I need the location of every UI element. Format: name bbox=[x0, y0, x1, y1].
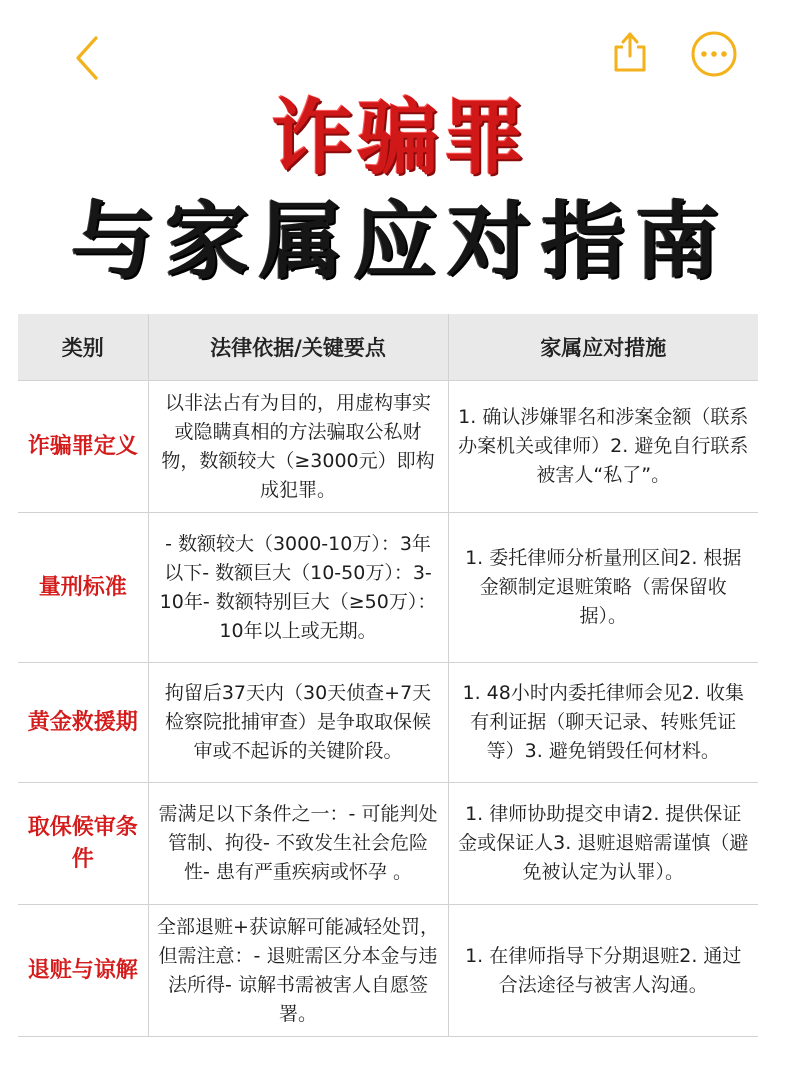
header-family-measures: 家属应对措施 bbox=[448, 314, 758, 381]
row-family-measures: 1. 48小时内委托律师会见2. 收集有利证据（聊天记录、转账凭证等）3. 避免销毁任何材料。 bbox=[448, 663, 758, 783]
share-button[interactable] bbox=[604, 24, 656, 76]
title-line-1: 诈骗罪 bbox=[270, 90, 529, 186]
table-row bbox=[18, 905, 758, 1037]
row-family-measures: 1. 律师协助提交申请2. 提供保证金或保证人3. 退赃退赔需谨慎（避免被认定为认罪）。 bbox=[448, 783, 758, 905]
table-row bbox=[18, 783, 758, 905]
table-header-row bbox=[18, 314, 758, 381]
row-legal-basis: 以非法占有为目的，用虚构事实或隐瞒真相的方法骗取公私财物，数额较大（≥3000元）即构成犯罪。 bbox=[148, 381, 448, 513]
row-family-measures: 1. 确认涉嫌罪名和涉案金额（联系办案机关或律师）2. 避免自行联系被害人“私了”。 bbox=[448, 381, 758, 513]
title-line-2: 与家属应对指南 bbox=[70, 191, 729, 290]
back-button[interactable] bbox=[62, 32, 114, 84]
row-category: 取保候审条件 bbox=[18, 783, 148, 905]
table-row bbox=[18, 663, 758, 783]
guide-table bbox=[18, 314, 758, 1037]
header-legal-basis: 法律依据/关键要点 bbox=[148, 314, 448, 381]
table-row bbox=[18, 513, 758, 663]
header-category: 类别 bbox=[18, 314, 148, 381]
row-family-measures: 1. 在律师指导下分期退赃2. 通过合法途径与被害人沟通。 bbox=[448, 905, 758, 1037]
row-legal-basis: 需满足以下条件之一：- 可能判处管制、拘役- 不致发生社会危险性- 患有严重疾病或怀孕 。 bbox=[148, 783, 448, 905]
row-category: 黄金救援期 bbox=[18, 663, 148, 783]
row-category: 退赃与谅解 bbox=[18, 905, 148, 1037]
more-options-button[interactable] bbox=[686, 26, 742, 82]
chevron-left-icon bbox=[68, 32, 108, 84]
row-legal-basis: - 数额较大（3000-10万）：3年以下- 数额巨大（10-50万）：3-10年- 数额特别巨大（≥50万）：10年以上或无期。 bbox=[148, 513, 448, 663]
row-legal-basis: 拘留后37天内（30天侦查+7天检察院批捕审查）是争取取保候审或不起诉的关键阶段。 bbox=[148, 663, 448, 783]
more-dots-icon bbox=[689, 29, 739, 79]
row-legal-basis: 全部退赃+获谅解可能减轻处罚，但需注意：- 退赃需区分本金与违法所得- 谅解书需被害人自愿签署。 bbox=[148, 905, 448, 1037]
row-category: 量刑标准 bbox=[18, 513, 148, 663]
row-family-measures: 1. 委托律师分析量刑区间2. 根据金额制定退赃策略（需保留收据）。 bbox=[448, 513, 758, 663]
row-category: 诈骗罪定义 bbox=[18, 381, 148, 513]
table-row bbox=[18, 381, 758, 513]
share-icon bbox=[606, 25, 654, 75]
